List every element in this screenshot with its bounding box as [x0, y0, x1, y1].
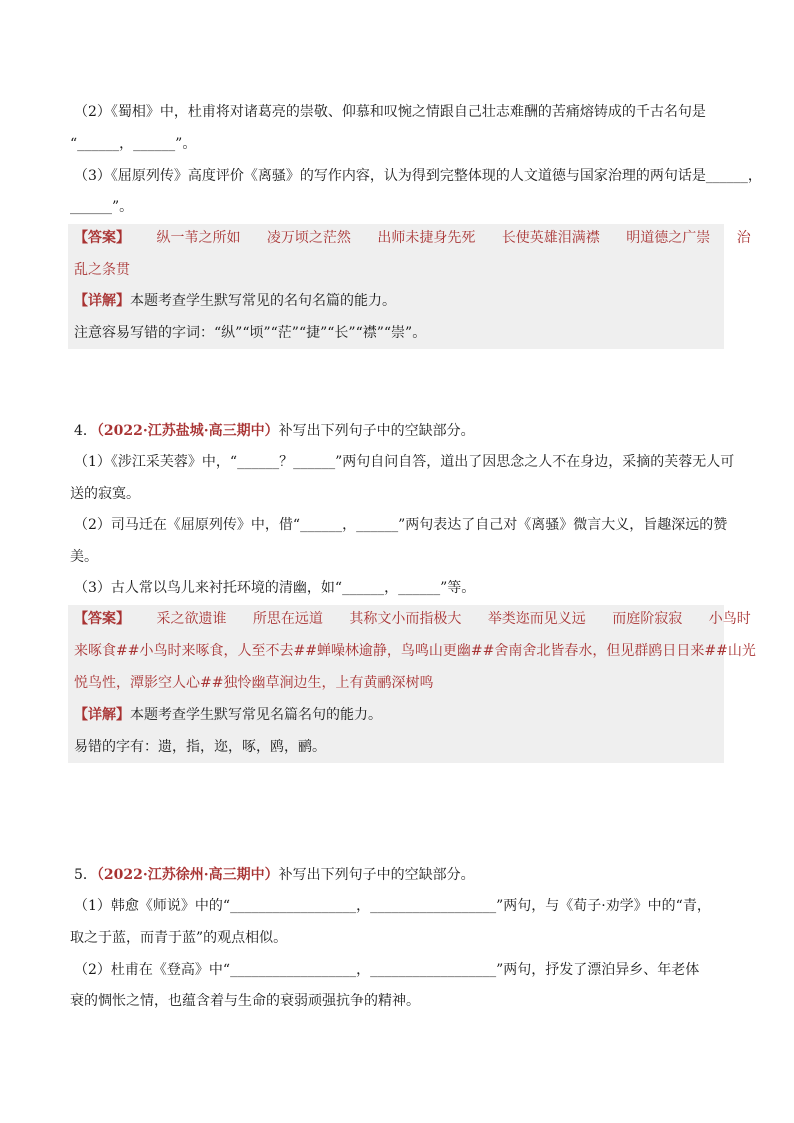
- question-number: 4．: [74, 423, 97, 439]
- q5-part1-line2: 取之于蓝，而青于蓝”的观点相似。: [70, 930, 288, 946]
- q3-part2-line1: （2）《蜀相》中，杜甫将对诸葛亮的崇敬、仰慕和叹惋之情跟自己壮志难酬的苦痛熔铸成的千古名句是: [74, 104, 706, 120]
- q4-answer-cont1: 来啄食##小鸟时来啄食，人至不去##蝉噪林逾静，鸟鸣山更幽##舍南舍北皆春水，但见群鸥日日来##山光: [74, 643, 756, 659]
- question-stem: 补写出下列句子中的空缺部分。: [278, 867, 475, 883]
- q4-header: [74, 421, 724, 441]
- detail-text: 本题考查学生默写常见的名句名篇的能力。: [130, 293, 396, 309]
- q3-answer-box: [68, 224, 751, 349]
- q4-part1-line1: （1）《涉江采芙蓉》中，“______？______”两句自问自答，道出了因思念之人不在身边，采摘的芙蓉无人可: [74, 454, 735, 470]
- question-source: （2022·江苏徐州·高三期中）: [96, 867, 279, 883]
- q4-detail-line: [74, 705, 724, 725]
- q5-part2-line1: （2）杜甫在《登高》中“__________________，__________________”两句，抒发了漂泊异乡、年老体: [74, 962, 700, 978]
- q4-note: 易错的字有：遗，指，迩，啄，鸥，鹂。: [74, 739, 326, 755]
- q5-header: [74, 865, 724, 885]
- answer-item: 凌万顷之茫然: [266, 230, 351, 246]
- answer-item: 举类迩而见义远: [487, 611, 586, 627]
- q3-part2-line2: “______，______”。: [70, 136, 197, 152]
- q4-part2-line1: （2）司马迁在《屈原列传》中，借“______，______”两句表达了自己对《离骚》微言大义，旨趣深远的赞: [74, 517, 728, 533]
- q4-part2-line2: 美。: [70, 549, 98, 565]
- q3-part3-line2: ______”。: [70, 199, 134, 215]
- q5-part2-line2: 衰的惆怅之情，也蕴含着与生命的衰弱顽强抗争的精神。: [70, 993, 420, 1009]
- answer-item: 而庭阶寂寂: [612, 611, 683, 627]
- q3-detail-line: [74, 291, 724, 311]
- answer-item: 采之欲遗谁: [156, 611, 227, 627]
- answer-item: 治: [736, 230, 751, 246]
- answer-tag: 【答案】: [74, 611, 130, 627]
- q4-answer-line: [74, 609, 751, 629]
- question-source: （2022·江苏盐城·高三期中）: [96, 423, 279, 439]
- q4-part3-line1: （3）古人常以鸟儿来衬托环境的清幽，如“______，______”等。: [74, 580, 476, 596]
- question-stem: 补写出下列句子中的空缺部分。: [278, 423, 475, 439]
- answer-item: 纵一苇之所如: [156, 230, 241, 246]
- answer-item: 小鸟时: [708, 611, 751, 627]
- answer-item: 明道德之广崇: [626, 230, 711, 246]
- q3-answer-cont: 乱之条贯: [74, 262, 130, 278]
- answer-item: 其称文小而指极大: [349, 611, 462, 627]
- detail-tag: 【详解】: [74, 293, 130, 309]
- detail-tag: 【详解】: [74, 707, 130, 723]
- q4-answer-cont2: 悦鸟性，潭影空人心##独怜幽草涧边生，上有黄鹂深树鸣: [74, 675, 434, 691]
- q4-part1-line2: 送的寂寞。: [70, 486, 140, 502]
- answer-item: 长使英雄泪满襟: [501, 230, 600, 246]
- question-number: 5．: [74, 867, 97, 883]
- q3-part3-line1: （3）《屈原列传》高度评价《离骚》的写作内容，认为得到完整体现的人文道德与国家治理的两句话是______，: [74, 168, 762, 184]
- q3-note: 注意容易写错的字词：“纵”“顷”“茫”“捷”“长”“襟”“崇”。: [74, 325, 427, 341]
- detail-text: 本题考查学生默写常见名篇名句的能力。: [130, 707, 382, 723]
- q3-answer-line: [74, 228, 751, 248]
- answer-item: 所思在远道: [252, 611, 323, 627]
- answer-tag: 【答案】: [74, 230, 130, 246]
- q5-part1-line1: （1）韩愈《师说》中的“__________________，__________________”两句，与《荀子·劝学》中的“青，: [74, 898, 711, 914]
- q4-answer-box: [68, 605, 756, 763]
- answer-item: 出师未捷身先死: [377, 230, 476, 246]
